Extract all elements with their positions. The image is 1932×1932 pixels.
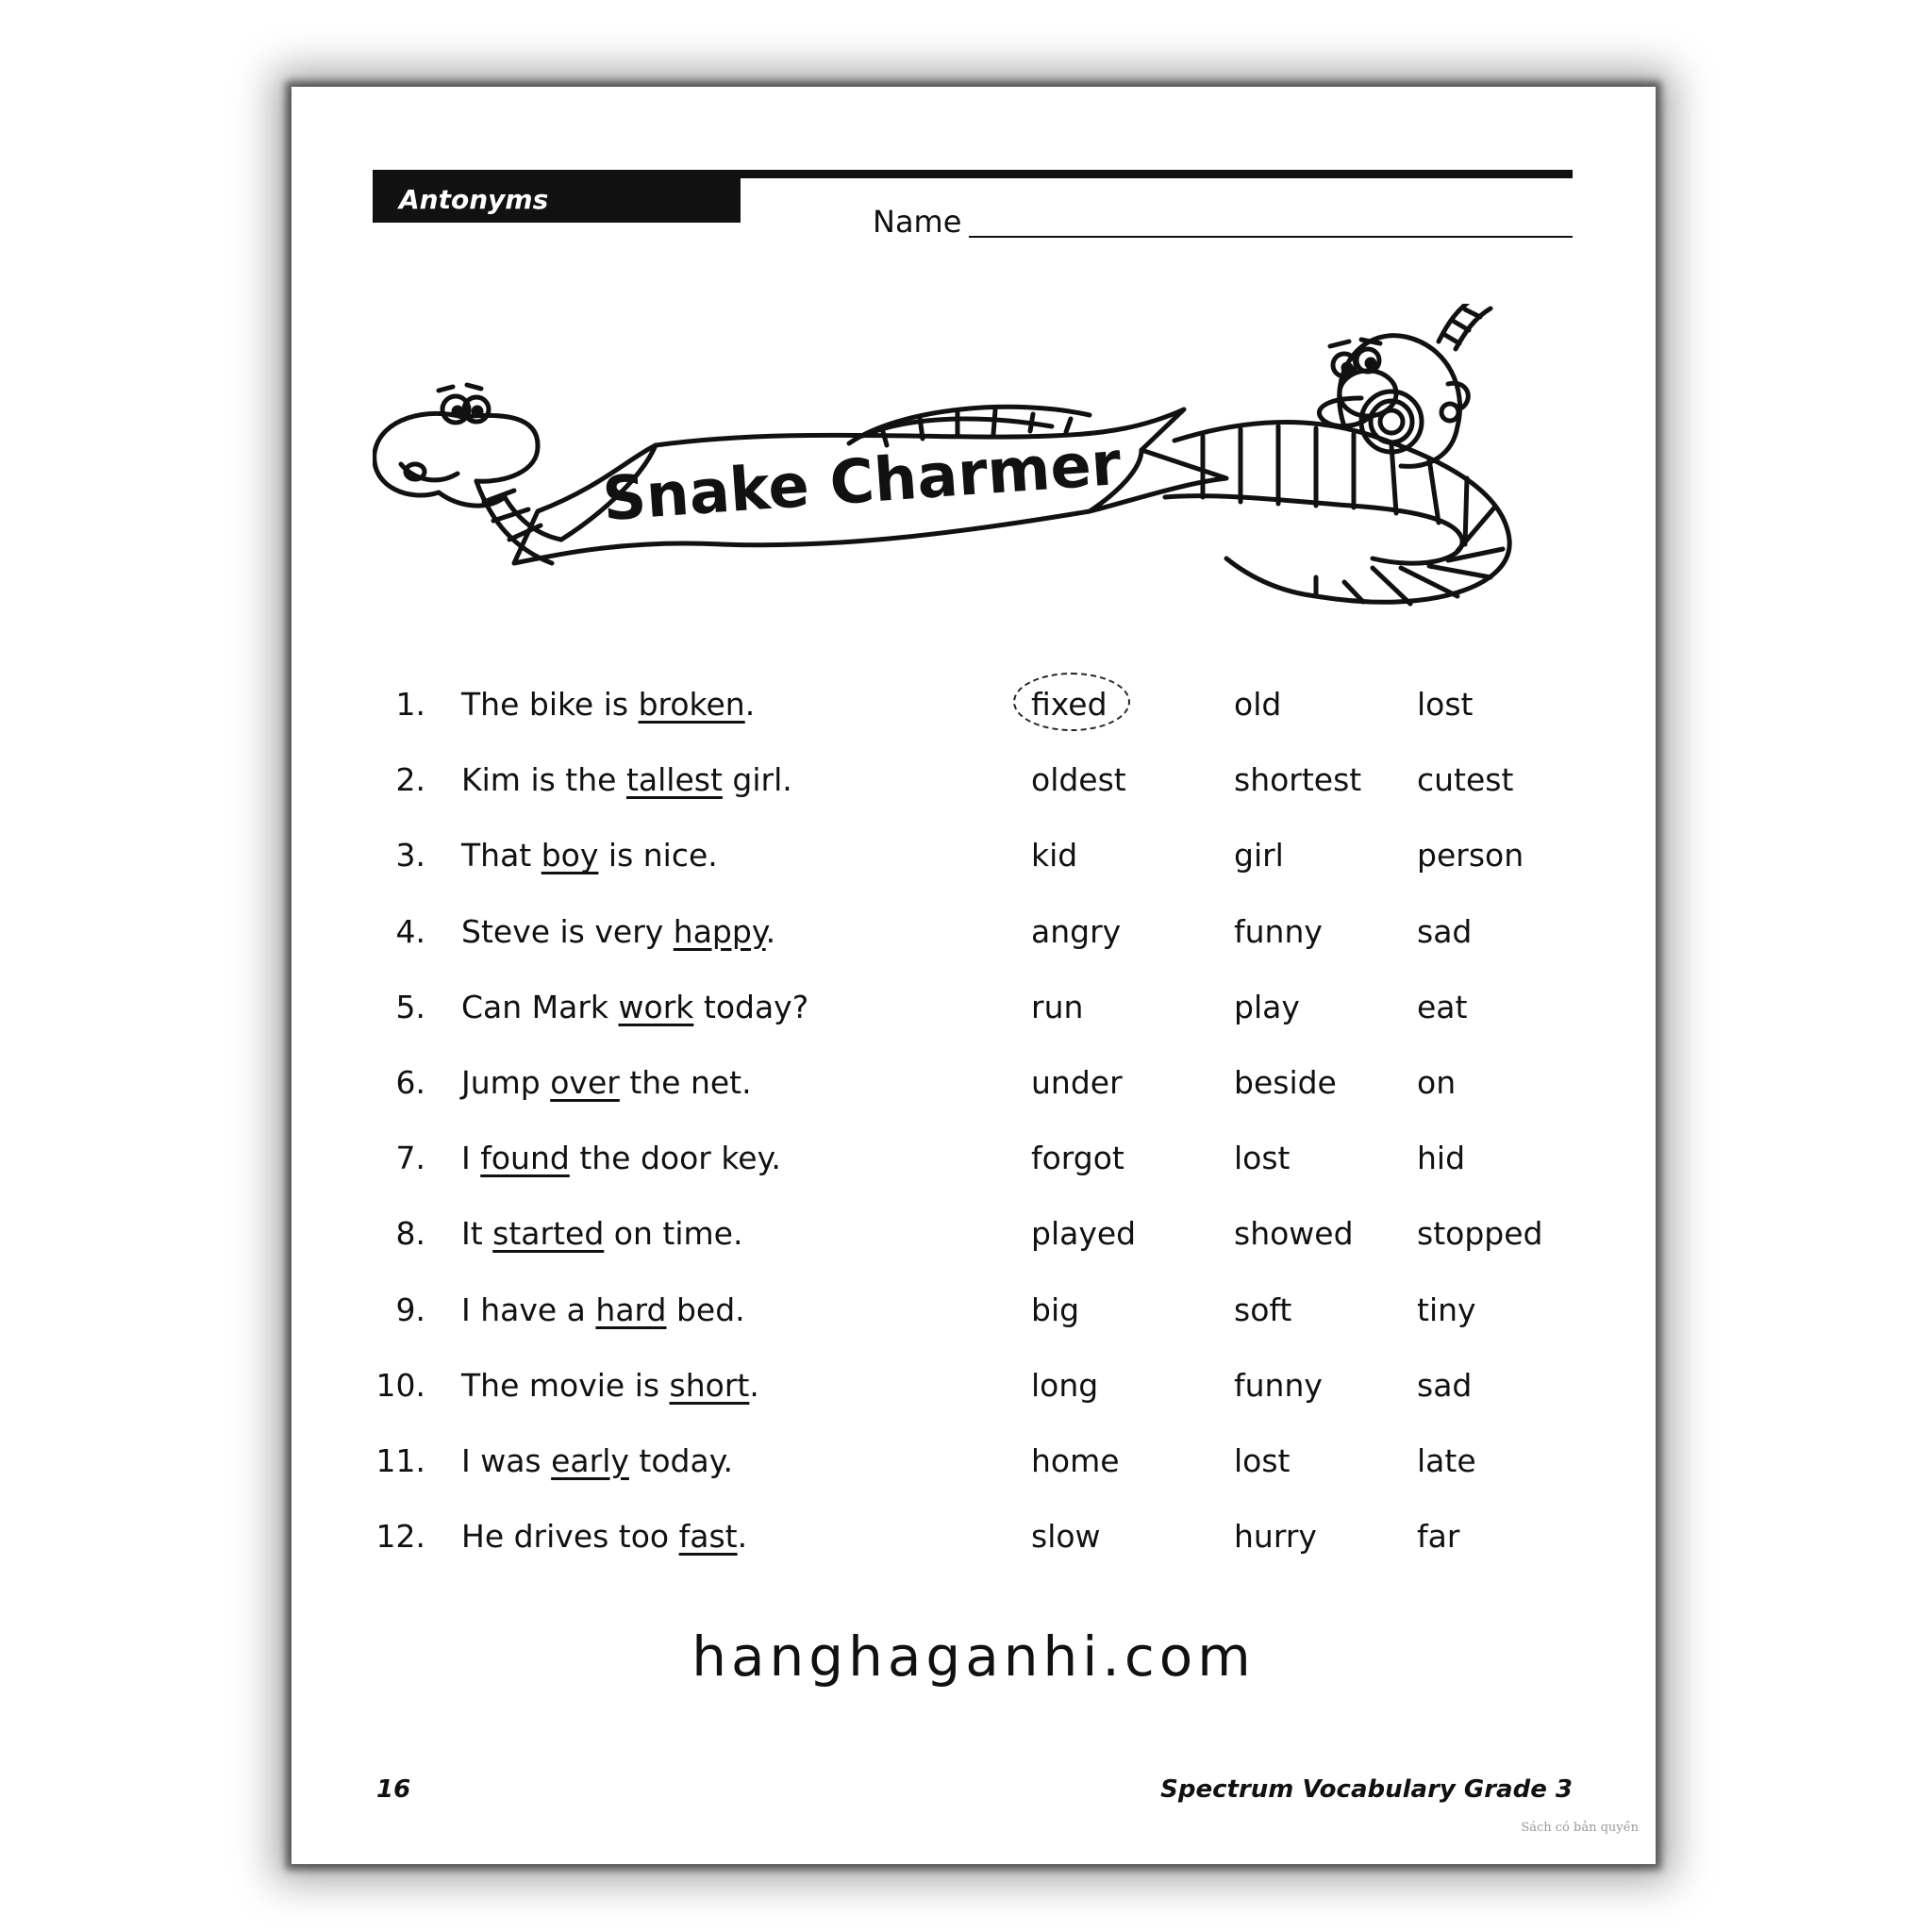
question-number: 4. [395, 912, 425, 950]
header-rule [373, 170, 1573, 178]
question-number: 3. [395, 837, 425, 874]
sentence-text: . [749, 1366, 759, 1404]
question-sentence [461, 1140, 781, 1176]
answer-option[interactable]: lost [1417, 686, 1474, 723]
answer-option[interactable]: soft [1234, 1291, 1292, 1328]
question-sentence [461, 686, 755, 723]
question-row [291, 1064, 1656, 1121]
sentence-text: . [744, 686, 756, 723]
answer-option[interactable]: funny [1234, 912, 1323, 950]
sentence-text: The movie is [461, 1366, 670, 1404]
watermark-text: hanghaganhi.com [691, 1624, 1256, 1689]
sentence-text: the door key. [569, 1140, 781, 1177]
sentence-text: today. [628, 1442, 734, 1479]
name-field[interactable] [969, 236, 1573, 238]
banner-title: Snake Charmer [600, 428, 1124, 536]
sentence-text: girl. [722, 761, 792, 799]
answer-option[interactable]: shortest [1234, 761, 1362, 799]
answer-option[interactable]: under [1031, 1064, 1123, 1101]
question-sentence [461, 1442, 733, 1479]
sentence-text: on time. [604, 1215, 743, 1253]
question-row [291, 1442, 1656, 1499]
underlined-word: early [551, 1442, 629, 1479]
copyright-note: Sách có bản quyền [1521, 1821, 1639, 1835]
question-number: 7. [395, 1140, 425, 1177]
answer-option[interactable]: sad [1417, 912, 1473, 950]
sentence-text: is nice. [598, 837, 718, 874]
answer-option[interactable]: late [1417, 1442, 1476, 1479]
book-title: Spectrum Vocabulary Grade 3 [1160, 1775, 1573, 1804]
answer-option[interactable]: play [1234, 988, 1300, 1025]
answer-option[interactable]: eat [1417, 988, 1468, 1025]
sentence-text: Kim is the [461, 761, 626, 799]
sentence-text: The bike is [461, 686, 639, 723]
answer-option[interactable]: big [1031, 1291, 1080, 1328]
answer-option[interactable]: kid [1031, 837, 1078, 874]
question-row [291, 1291, 1656, 1348]
sentence-text: bed. [666, 1291, 745, 1328]
answer-option[interactable]: showed [1234, 1215, 1354, 1253]
sentence-text: the net. [619, 1064, 752, 1101]
snake-icon [375, 385, 561, 563]
question-number: 2. [395, 761, 425, 799]
answer-option[interactable]: far [1417, 1518, 1460, 1556]
underlined-word: found [480, 1140, 570, 1177]
snake-charmer-illustration [373, 304, 1576, 625]
question-number: 5. [395, 988, 425, 1025]
question-sentence [461, 913, 775, 950]
sentence-text: I [461, 1140, 481, 1177]
answer-option[interactable]: girl [1234, 837, 1284, 874]
answer-option[interactable]: cutest [1417, 761, 1514, 799]
underlined-word: happy [673, 912, 766, 950]
answer-option[interactable]: tiny [1417, 1291, 1476, 1328]
underlined-word: tallest [625, 761, 723, 799]
answer-option[interactable]: on [1417, 1064, 1457, 1101]
question-row [291, 1140, 1656, 1196]
sentence-text: Can Mark [461, 988, 619, 1025]
underlined-word: over [550, 1064, 620, 1101]
question-number: 11. [375, 1442, 425, 1479]
answer-option[interactable]: hid [1417, 1140, 1466, 1177]
answer-option[interactable]: forgot [1031, 1140, 1124, 1177]
question-sentence [461, 1367, 759, 1404]
sentence-text: I was [461, 1442, 552, 1479]
section-tag: Antonyms [373, 178, 741, 223]
sentence-text: Steve is very [461, 912, 674, 950]
question-row [291, 1367, 1656, 1424]
question-row [291, 686, 1656, 742]
question-row [291, 761, 1656, 818]
question-row [291, 837, 1656, 893]
answer-option[interactable]: slow [1031, 1518, 1101, 1556]
answer-option[interactable]: angry [1031, 912, 1122, 950]
sentence-text: today? [693, 988, 809, 1025]
worksheet-page [291, 87, 1656, 1864]
question-row [291, 1215, 1656, 1272]
question-number: 1. [395, 686, 425, 723]
sentence-text: I have a [461, 1291, 596, 1328]
question-sentence [461, 989, 808, 1025]
answer-option[interactable]: home [1031, 1442, 1120, 1479]
answer-option[interactable]: hurry [1234, 1518, 1317, 1556]
question-sentence [461, 1518, 747, 1555]
question-row [291, 1518, 1656, 1574]
question-number: 6. [395, 1064, 425, 1101]
sentence-text: . [765, 912, 776, 950]
underlined-word: broken [638, 686, 745, 723]
charmer-head-icon [1319, 304, 1491, 466]
answer-option[interactable]: lost [1234, 1140, 1291, 1177]
answer-option[interactable]: beside [1234, 1064, 1337, 1101]
sentence-text: . [737, 1518, 748, 1556]
underlined-word: started [492, 1215, 605, 1253]
question-sentence [461, 1215, 742, 1252]
question-number: 12. [375, 1518, 425, 1556]
answer-option[interactable]: person [1417, 837, 1524, 874]
sentence-text: That [461, 837, 541, 874]
name-label: Name [873, 204, 962, 240]
question-number: 10. [375, 1366, 425, 1404]
answer-option[interactable]: lost [1234, 1442, 1291, 1479]
sentence-text: He drives too [461, 1518, 679, 1556]
sentence-text: It [461, 1215, 493, 1253]
answer-option[interactable]: stopped [1417, 1215, 1543, 1253]
answer-option[interactable]: fixed [1031, 686, 1108, 723]
underlined-word: fast [678, 1518, 738, 1556]
underlined-word: work [618, 988, 694, 1025]
answer-option[interactable]: oldest [1031, 761, 1126, 799]
answer-option[interactable]: long [1031, 1366, 1099, 1404]
underlined-word: boy [541, 837, 599, 874]
question-number: 9. [395, 1291, 425, 1328]
sentence-text: Jump [461, 1064, 551, 1101]
question-sentence [461, 837, 718, 874]
question-number: 8. [395, 1215, 425, 1253]
underlined-word: short [669, 1366, 750, 1404]
answer-option[interactable]: funny [1234, 1366, 1323, 1404]
question-sentence [461, 761, 792, 798]
question-sentence [461, 1064, 752, 1101]
page-number: 16 [376, 1775, 411, 1804]
answer-option[interactable]: played [1031, 1215, 1137, 1253]
question-row [291, 989, 1656, 1045]
underlined-word: hard [595, 1291, 667, 1328]
question-sentence [461, 1291, 745, 1328]
answer-option[interactable]: sad [1417, 1366, 1473, 1404]
answer-option[interactable]: old [1234, 686, 1282, 723]
answer-option[interactable]: run [1031, 988, 1084, 1025]
question-row [291, 913, 1656, 970]
